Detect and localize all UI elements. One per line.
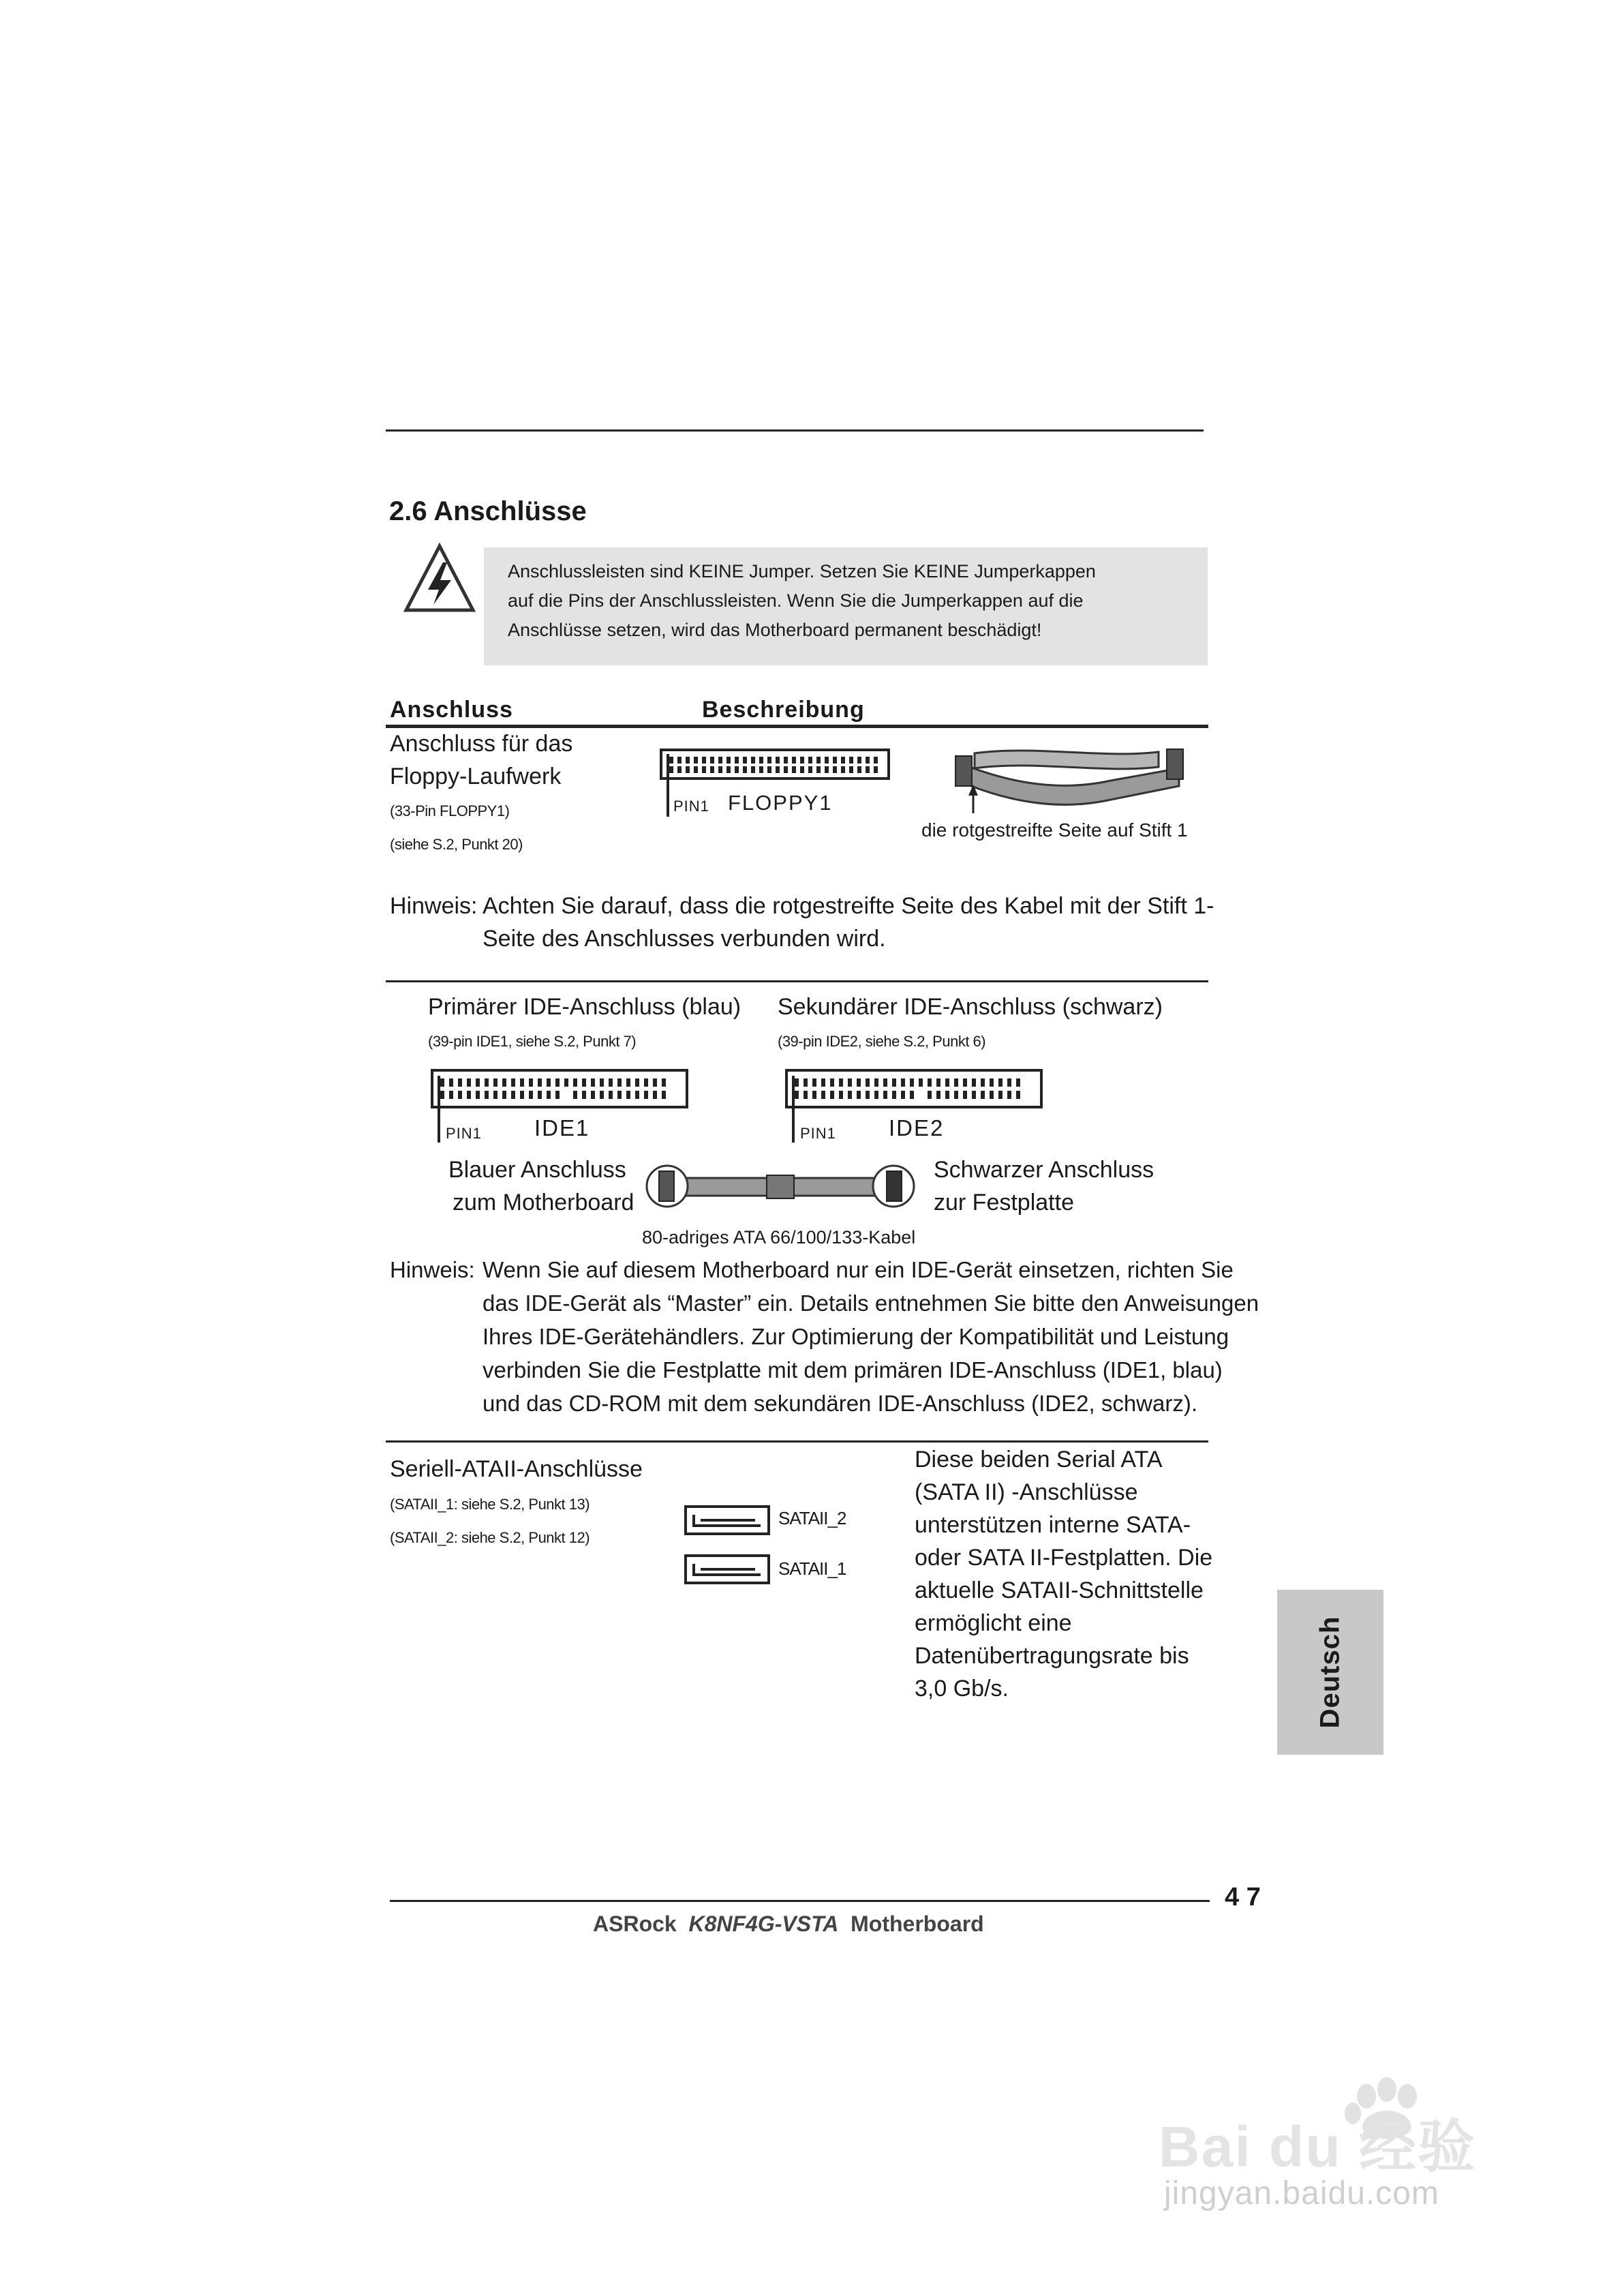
floppy-sub: (siehe S.2, Punkt 20) (390, 836, 523, 853)
section-rule (386, 980, 1208, 982)
ide1-label: IDE1 (534, 1115, 590, 1141)
ide-secondary-title: Sekundärer IDE-Anschluss (schwarz) (778, 994, 1163, 1020)
floppy-cable-caption: die rotgestreifte Seite auf Stift 1 (921, 819, 1188, 841)
ide1-connector-diagram (431, 1069, 690, 1145)
warning-panel (484, 547, 1208, 665)
sata-description: Diese beiden Serial ATA (915, 1447, 1163, 1472)
column-header-anschluss: Anschluss (390, 697, 513, 723)
note-text: Achten Sie darauf, dass die rotgestreifte Seite des Kabel mit der Stift 1- (483, 893, 1214, 919)
footer-product: Motherboard (851, 1912, 984, 1936)
ide2-label: IDE2 (889, 1115, 945, 1141)
ide-black-label: zur Festplatte (934, 1190, 1074, 1215)
floppy-pin-label: PIN1 (673, 798, 709, 815)
language-tab-label: Deutsch (1315, 1616, 1345, 1729)
sataii-2-label: SATAII_2 (778, 1508, 846, 1528)
top-rule (386, 429, 1204, 432)
note-text: verbinden Sie die Festplatte mit dem primären IDE-Anschluss (IDE1, blau) (483, 1357, 1223, 1383)
watermark-logo-text: Bai du 经验 (1159, 2115, 1477, 2179)
sata-description: unterstützen interne SATA- (915, 1512, 1191, 1538)
note-label: Hinweis: (390, 1257, 475, 1282)
note-text: Wenn Sie auf diesem Motherboard nur ein IDE-Gerät einsetzen, richten Sie (483, 1257, 1234, 1282)
floppy-connector-diagram (660, 749, 891, 824)
sata-description: (SATA II) -Anschlüsse (915, 1479, 1138, 1505)
ide-secondary-sub: (39-pin IDE2, siehe S.2, Punkt 6) (778, 1033, 986, 1050)
sataii-1-label: SATAII_1 (778, 1558, 846, 1579)
footer-rule (390, 1900, 1210, 1902)
footer-model: K8NF4G-VSTA (688, 1912, 839, 1936)
note-text: das IDE-Gerät als “Master” ein. Details entnehmen Sie bitte den Anweisungen (483, 1290, 1259, 1316)
ide2-pin-label: PIN1 (800, 1125, 836, 1142)
sataii-2-connector-icon (684, 1505, 770, 1535)
floppy-sub: (33-Pin FLOPPY1) (390, 802, 510, 819)
sata-description: 3,0 Gb/s. (915, 1676, 1009, 1702)
language-side-tab (1277, 1590, 1383, 1755)
sata-description: Datenübertragungsrate bis (915, 1643, 1189, 1669)
sata-description: oder SATA II-Festplatten. Die (915, 1545, 1213, 1571)
warning-line: auf die Pins der Anschlussleisten. Wenn Sie die Jumperkappen auf die (508, 590, 1084, 611)
header-rule (386, 725, 1208, 728)
page-number: 4 7 (1225, 1883, 1261, 1912)
ide1-pin-label: PIN1 (446, 1125, 482, 1142)
note-text: Seite des Anschlusses verbunden wird. (483, 926, 886, 952)
ide2-connector-diagram (785, 1069, 1044, 1145)
watermark-url: jingyan.baidu.com (1164, 2175, 1439, 2211)
footer-brand-name: ASRock (593, 1912, 677, 1936)
ide-black-label: Schwarzer Anschluss (934, 1157, 1154, 1183)
ide-cable-icon (644, 1159, 917, 1213)
lightning-warning-icon (402, 542, 477, 617)
floppy-cable-icon (954, 740, 1186, 815)
floppy-title: Anschluss für das (390, 731, 573, 757)
floppy-title: Floppy-Laufwerk (390, 764, 562, 789)
ide-primary-title: Primärer IDE-Anschluss (blau) (428, 994, 741, 1020)
section-rule (386, 1440, 1208, 1442)
sata-title: Seriell-ATAII-Anschlüsse (390, 1456, 643, 1482)
baidu-watermark-logo (1159, 2059, 1595, 2179)
sata-description: ermöglicht eine (915, 1610, 1072, 1636)
sataii-1-connector-icon (684, 1554, 770, 1584)
warning-line: Anschlüsse setzen, wird das Motherboard permanent beschädigt! (508, 620, 1042, 640)
column-header-beschreibung: Beschreibung (702, 697, 865, 723)
ide-primary-sub: (39-pin IDE1, siehe S.2, Punkt 7) (428, 1033, 637, 1050)
footer-brand (593, 1912, 984, 1937)
ide-blue-label: Blauer Anschluss (448, 1157, 626, 1183)
warning-line: Anschlussleisten sind KEINE Jumper. Setzen Sie KEINE Jumperkappen (508, 561, 1096, 581)
note-label: Hinweis: (390, 893, 478, 919)
note-text: Ihres IDE-Gerätehändlers. Zur Optimierung der Kompatibilität und Leistung (483, 1324, 1229, 1349)
section-title: 2.6 Anschlüsse (389, 496, 587, 526)
sata-sub: (SATAII_1: siehe S.2, Punkt 13) (390, 1496, 590, 1513)
ide-cable-caption: 80-adriges ATA 66/100/133-Kabel (642, 1227, 916, 1248)
sata-description: aktuelle SATAII-Schnittstelle (915, 1577, 1204, 1603)
sata-sub: (SATAII_2: siehe S.2, Punkt 12) (390, 1529, 590, 1546)
note-text: und das CD-ROM mit dem sekundären IDE-Anschluss (IDE2, schwarz). (483, 1391, 1198, 1416)
ide-blue-label: zum Motherboard (453, 1190, 634, 1215)
floppy-connector-label: FLOPPY1 (728, 791, 833, 815)
